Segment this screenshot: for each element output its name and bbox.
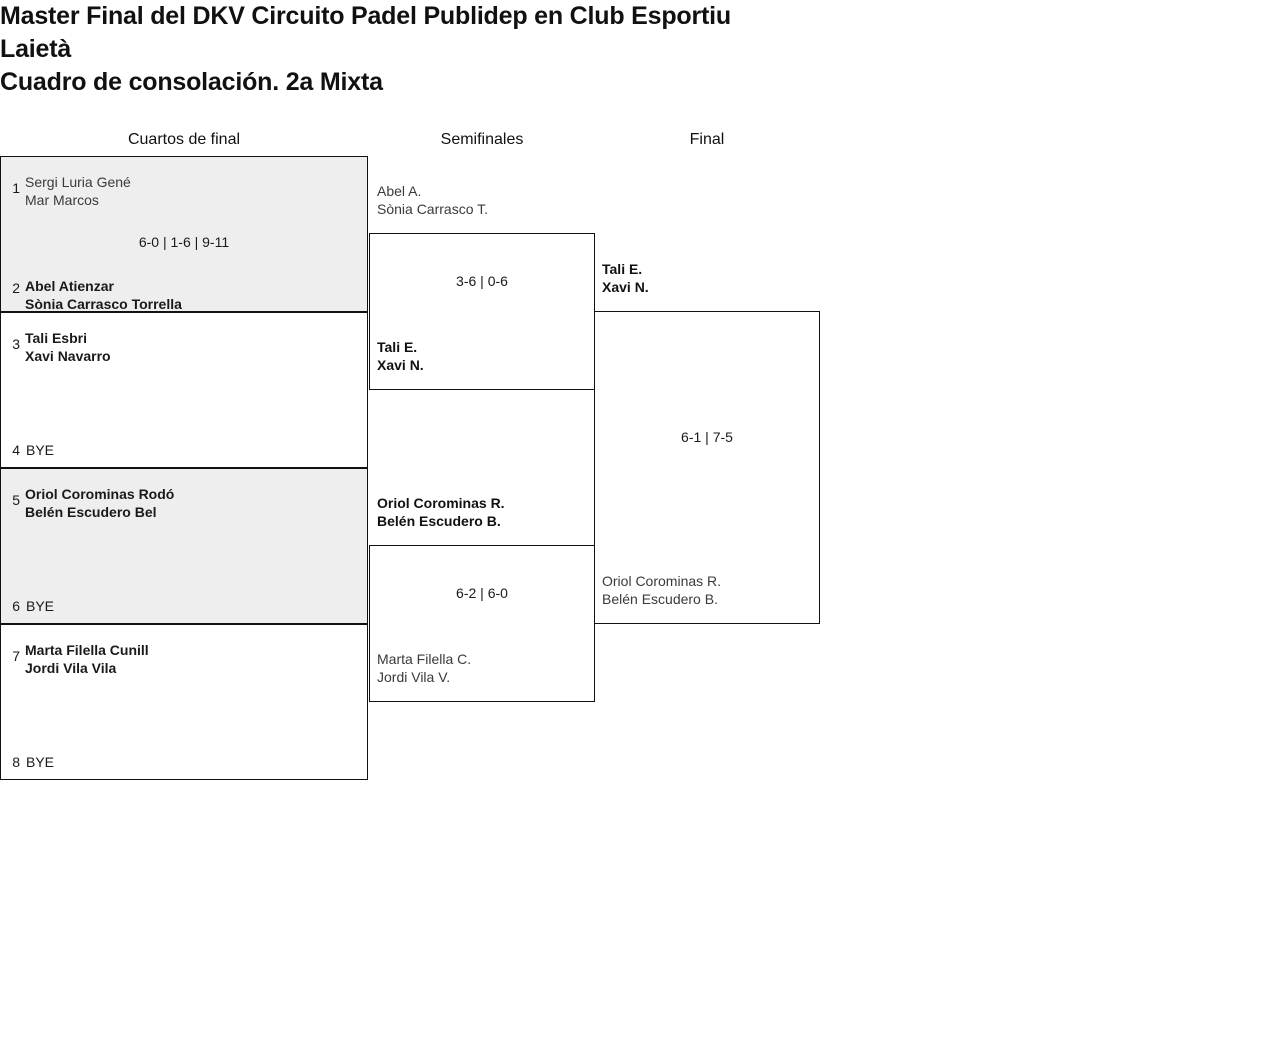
qf4-bottom-bye: BYE — [26, 754, 55, 770]
qf1-score: 6-0 | 1-6 | 9-11 — [138, 234, 230, 250]
qf1-bottom-player-2: Sònia Carrasco Torrella — [25, 296, 182, 312]
sf2-bottom-player-2: Jordi Vila V. — [377, 669, 451, 685]
sf1-top-player-1: Abel A. — [377, 183, 422, 199]
sf1-bottom-player-1: Tali E. — [377, 339, 418, 355]
tournament-title-line-2: Laietà — [0, 35, 72, 63]
round-header-final: Final — [689, 131, 725, 148]
final-top-player-2: Xavi N. — [602, 279, 649, 295]
final-bottom-player-1: Oriol Corominas R. — [602, 573, 722, 589]
sf1-score: 3-6 | 0-6 — [456, 273, 508, 289]
bracket-diagram — [0, 113, 1280, 813]
title-block — [0, 0, 1280, 99]
seed-number-1: 1 — [12, 180, 20, 196]
qf3-top-player-2: Belén Escudero Bel — [25, 504, 157, 520]
qf1-top-player-1: Sergi Luria Gené — [25, 174, 131, 190]
tournament-title-line-1: Master Final del DKV Circuito Padel Publidep en Club Esportiu — [0, 2, 731, 30]
seed-number-5: 5 — [12, 492, 20, 508]
final-bottom-player-2: Belén Escudero B. — [602, 591, 718, 607]
qf2-bottom-bye: BYE — [26, 442, 55, 458]
seed-number-3: 3 — [12, 336, 20, 352]
seed-number-7: 7 — [12, 648, 20, 664]
qf3-bottom-bye: BYE — [26, 598, 55, 614]
qf2-top-player-1: Tali Esbri — [25, 330, 87, 346]
sf2-top-player-1: Oriol Corominas R. — [377, 495, 505, 511]
seed-number-4: 4 — [12, 442, 20, 458]
qf2-top-player-2: Xavi Navarro — [25, 348, 111, 364]
sf2-bottom-player-1: Marta Filella C. — [377, 651, 472, 667]
sf1-bottom-player-2: Xavi N. — [377, 357, 424, 373]
final-top-player-1: Tali E. — [602, 261, 643, 277]
final-score: 6-1 | 7-5 — [681, 429, 733, 445]
sf2-score: 6-2 | 6-0 — [456, 585, 508, 601]
qf3-top-player-1: Oriol Corominas Rodó — [25, 486, 175, 502]
sf2-top-player-2: Belén Escudero B. — [377, 513, 501, 529]
seed-number-8: 8 — [12, 754, 20, 770]
sf1-top-player-2: Sònia Carrasco T. — [377, 201, 489, 217]
seed-number-6: 6 — [12, 598, 20, 614]
qf1-top-player-2: Mar Marcos — [25, 192, 99, 208]
qf1-bottom-player-1: Abel Atienzar — [25, 278, 114, 294]
qf4-top-player-1: Marta Filella Cunill — [25, 642, 149, 658]
seed-number-2: 2 — [12, 280, 20, 296]
bracket-subtitle: Cuadro de consolación. 2a Mixta — [0, 68, 383, 96]
round-header-quarterfinals: Cuartos de final — [127, 131, 241, 148]
qf4-top-player-2: Jordi Vila Vila — [25, 660, 117, 676]
round-header-semifinals: Semifinales — [440, 131, 524, 148]
